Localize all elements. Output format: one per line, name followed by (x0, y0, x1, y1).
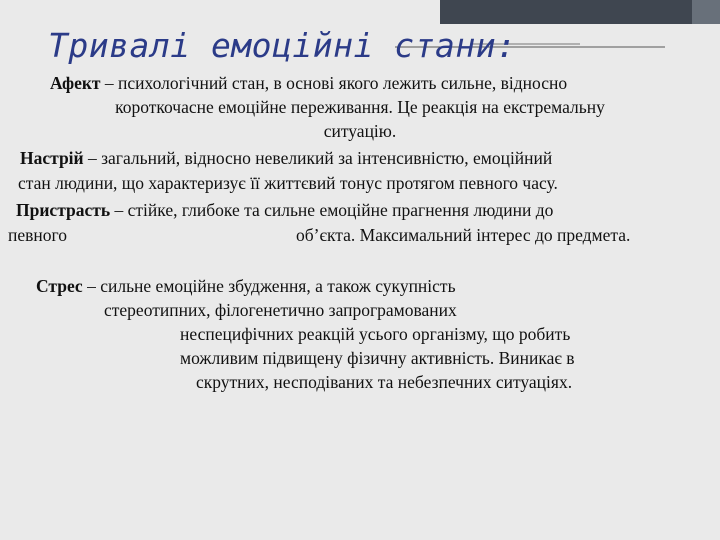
stress-line-2: стереотипних, філогенетично запрограмованих (104, 300, 457, 320)
stress-line-5: скрутних, несподіваних та небезпечних ситуаціях. (196, 372, 573, 392)
mood-line-1 (20, 147, 710, 171)
passion-term: Пристрасть (16, 200, 111, 220)
stress-line-3: неспецифічних реакцій усього організму, що робить (180, 324, 571, 344)
stress-line-1 (36, 275, 636, 299)
mood-text-1: – загальний, відносно невеликий за інтенсивністю, емоційний (83, 148, 553, 168)
mood-term: Настрій (20, 148, 84, 168)
affect-line-2: короткочасне емоційне переживання. Це реакція на екстремальну (115, 97, 605, 117)
stress-term: Стрес (36, 276, 83, 296)
passion-line-1 (16, 199, 706, 223)
passion-line-2-left: певного (8, 225, 68, 245)
stress-line-4: можливим підвищену фізичну активність. Виникає в (180, 348, 575, 368)
affect-term: Афект (50, 73, 101, 93)
affect-line-3: ситуацію. (323, 121, 397, 141)
affect-line-1 (50, 72, 660, 96)
affect-text-1: – психологічний стан, в основі якого лежить сильне, відносно (100, 73, 568, 93)
passion-line-2-right: об’єкта. Максимальний інтерес до предмета. (296, 225, 631, 245)
slide-title: Тривалі емоційні стани: (48, 26, 517, 65)
stress-text-1: – сильне емоційне збудження, а також сукупність (82, 276, 456, 296)
mood-line-2: стан людини, що характеризує її життєвий тонус протягом певного часу. (18, 173, 558, 193)
passion-text-1: – стійке, глибоке та сильне емоційне прагнення людини до (110, 200, 554, 220)
